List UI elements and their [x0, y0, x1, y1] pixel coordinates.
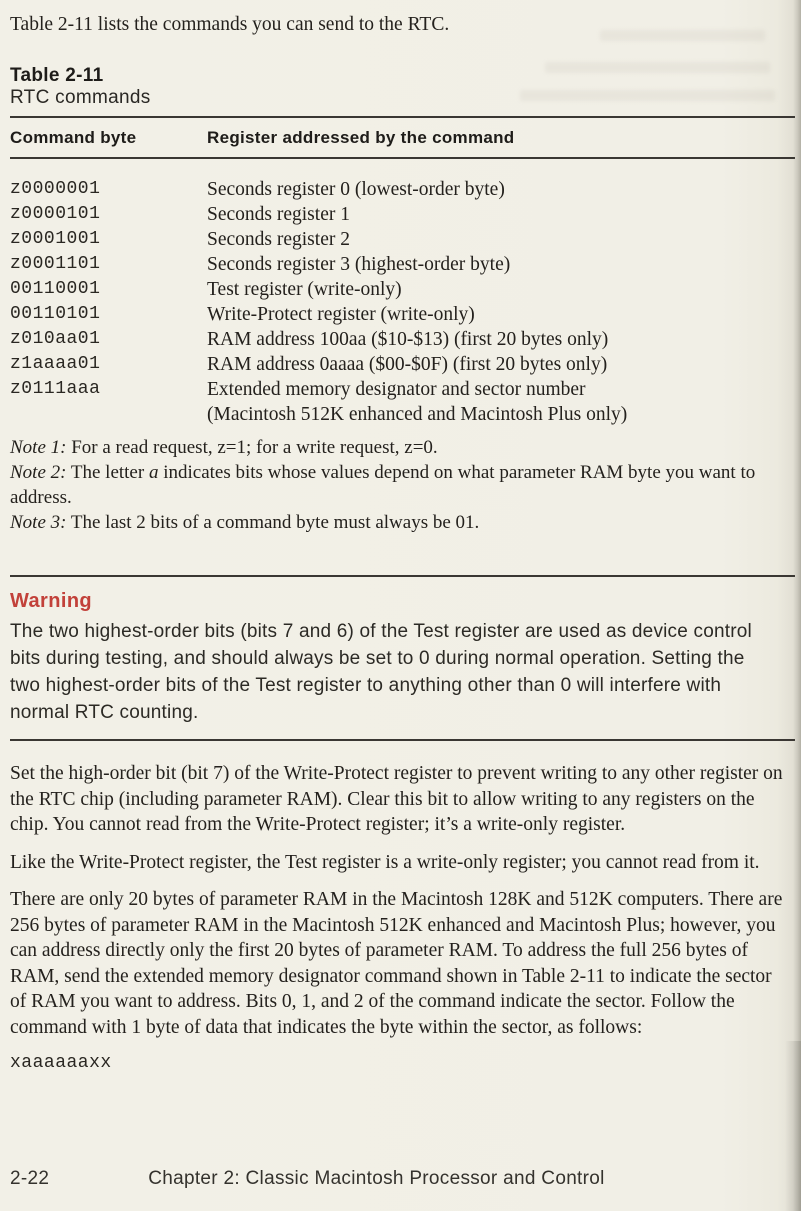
body-paragraph: Set the high-order bit (bit 7) of the Write-Protect register to prevent writing to any other register on the RTC chip (including parameter RAM). Clear this bit to allow writing to any registers on the chip. You cannot read from the Write-Protect register; it’s a write-only register. [10, 763, 783, 835]
page-number: 2-22 [10, 1168, 50, 1189]
table-body [10, 159, 791, 427]
scan-edge-artifact [793, 0, 801, 1211]
command-byte-cell-empty [10, 402, 207, 427]
table-row [10, 377, 791, 402]
table-note [10, 460, 791, 510]
register-cell: RAM address 0aaaa ($00-$0F) (first 20 bytes only) [207, 354, 608, 375]
table-note [10, 435, 791, 460]
table-row [10, 352, 791, 377]
command-byte-cell: z1aaaa01 [10, 354, 101, 374]
warning-bottom-rule [10, 739, 795, 741]
table-row [10, 202, 791, 227]
page-content [10, 0, 791, 1073]
register-cell: Extended memory designator and sector number [207, 379, 586, 400]
table-row [10, 252, 791, 277]
table-notes [10, 435, 791, 535]
note-label: Note 3: [10, 512, 67, 533]
register-cell: Seconds register 1 [207, 204, 350, 225]
table-subtitle: RTC commands [10, 87, 151, 108]
column-header-register: Register addressed by the command [207, 128, 515, 147]
command-byte-cell: z010aa01 [10, 329, 101, 349]
table-row [10, 327, 791, 352]
command-byte-cell: z0000001 [10, 179, 101, 199]
command-byte-cell: z0001101 [10, 254, 101, 274]
note-label: Note 2: [10, 462, 67, 483]
note-label: Note 1: [10, 437, 67, 458]
table-row [10, 277, 791, 302]
warning-heading: Warning [10, 590, 93, 612]
register-cell: Seconds register 0 (lowest-order byte) [207, 179, 505, 200]
body-paragraph: Like the Write-Protect register, the Test register is a write-only register; you cannot read from it. [10, 851, 760, 873]
command-byte-cell: z0001001 [10, 229, 101, 249]
table-title: Table 2-11 [10, 65, 104, 86]
note-text-italic: a [148, 462, 159, 483]
warning-section [10, 577, 791, 726]
scan-corner-artifact [785, 1041, 801, 1211]
note-text: The last 2 bits of a command byte must always be 01. [66, 512, 480, 533]
table-header-row [10, 118, 791, 157]
note-text: indicates bits whose values depend on what parameter RAM byte you want to address. [10, 462, 756, 508]
table-row-continuation [10, 402, 791, 427]
register-cell-continuation: (Macintosh 512K enhanced and Macintosh Plus only) [207, 404, 628, 425]
table-row [10, 227, 791, 252]
register-cell: Write-Protect register (write-only) [207, 304, 475, 325]
body-paragraph: There are only 20 bytes of parameter RAM in the Macintosh 128K and 512K computers. There are 256 bytes of parameter RAM in the Macintosh 512K enhanced and Macintosh Plus; however, you can address directly only the first 20 bytes of parameter RAM. To address the full 256 bytes of RAM, send the extended memory designator command shown in Table 2-11 to indicate the sector of RAM you want to address. Bits 0, 1, and 2 of the command indicate the sector. Follow the command with 1 byte of data that indicates the byte within the sector, as follows: [10, 889, 783, 1038]
table-row [10, 302, 791, 327]
register-cell: Test register (write-only) [207, 279, 402, 300]
register-cell: Seconds register 3 (highest-order byte) [207, 254, 511, 275]
intro-paragraph: Table 2-11 lists the commands you can send to the RTC. [10, 14, 450, 35]
code-line: xaaaaaaxx [10, 1053, 112, 1073]
chapter-title: Chapter 2: Classic Macintosh Processor and Control [148, 1168, 605, 1189]
table-row [10, 177, 791, 202]
table-note [10, 510, 791, 535]
command-byte-cell: z0000101 [10, 204, 101, 224]
warning-body: The two highest-order bits (bits 7 and 6) of the Test register are used as device control bits during testing, and should always be set to 0 during normal operation. Setting the two highest-order bits of the Test register to anything other than 0 will interfere with normal RTC counting. [10, 621, 752, 723]
note-text: The letter [66, 462, 149, 483]
command-byte-cell: 00110101 [10, 304, 101, 324]
register-cell: RAM address 100aa ($10-$13) (first 20 bytes only) [207, 329, 609, 350]
register-cell: Seconds register 2 [207, 229, 350, 250]
page-footer [10, 1168, 791, 1190]
command-byte-cell: z0111aaa [10, 379, 101, 399]
column-header-command-byte: Command byte [10, 128, 137, 147]
command-byte-cell: 00110001 [10, 279, 101, 299]
note-text: For a read request, z=1; for a write request, z=0. [66, 437, 438, 458]
